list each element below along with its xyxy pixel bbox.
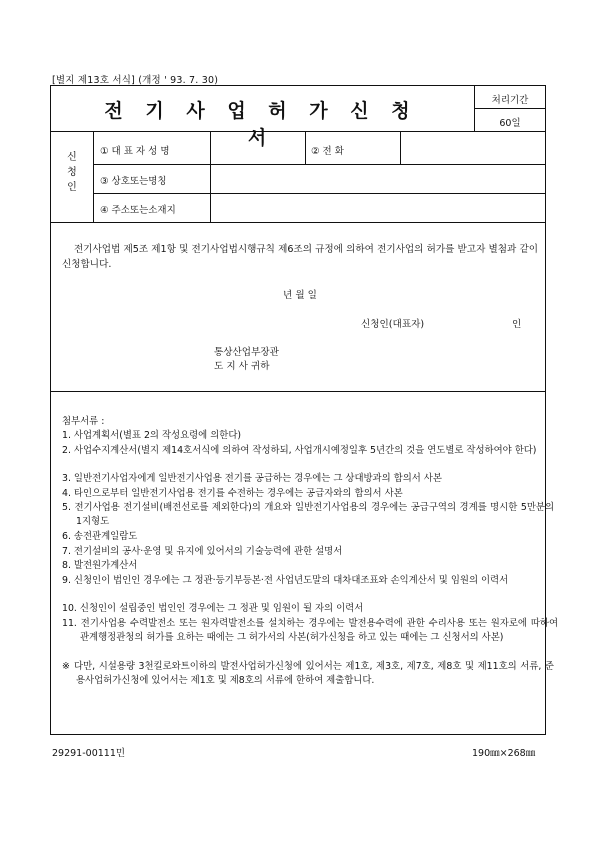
recipient-line-1: 통상산업부장관	[214, 347, 279, 358]
signer-seal: 인	[512, 319, 522, 330]
representative-name-label: ① 대 표 자 성 명	[100, 146, 170, 157]
attachment-item: 10. 신청인이 설립중인 법인인 경우에는 그 정관 및 임원이 될 자의 이력서	[62, 603, 364, 614]
attachment-item: 8. 발전원가계산서	[62, 560, 138, 571]
attachment-item: 4. 타인으로부터 일반전기사업용 전기를 수전하는 경우에는 공급자와의 합의서 사본	[62, 488, 403, 499]
form-id: [별지 제13호 서식] (개정 ' 93. 7. 30)	[52, 75, 219, 86]
attachment-note: ※ 다만, 시설용량 3천킬로와트이하의 발전사업허가신청에 있어서는 제1호, 제3호, 제7호, 제8호 및 제11호의 서류, 준용사업허가신청에 있어서는 제1호 및 제8호의 서류에 한하여 제출합니다.	[62, 661, 554, 686]
attachment-item: 1. 사업계획서(별표 2의 작성요령에 의한다)	[62, 430, 242, 441]
attachments-heading: 첨부서류 :	[62, 416, 105, 427]
processing-label: 처리기간	[491, 95, 529, 106]
form-number: 29291-00111민	[52, 748, 126, 759]
company-name-label: ③ 상호또는명칭	[100, 176, 167, 187]
phone-divider-left	[305, 131, 306, 164]
recipient-line-2: 도 지 사 귀하	[214, 361, 270, 372]
attachment-item: 2. 사업수지계산서(별지 제14호서식에 의하여 작성하되, 사업개시예정일후 5년간의 것을 연도별로 작성하여야 한다)	[62, 445, 537, 456]
applicant-row-rule-2	[93, 193, 546, 194]
phone-label: ② 전 화	[311, 146, 344, 157]
phone-divider-right	[400, 131, 401, 164]
application-statement: 전기사업법 제5조 제1항 및 전기사업법시행규칙 제6조의 규정에 의하여 전기사업의 허가를 받고자 별첨과 같이 신청합니다.	[62, 244, 538, 270]
applicant-section-label: 신 청 인	[67, 152, 77, 193]
attachment-item: 5. 전기사업용 전기설비(배전선로를 제외한다)의 개요와 일반전기사업용의 경우에는 공급구역의 경계를 명시한 5만분의 1지형도	[62, 502, 554, 527]
form-title: 전 기 사 업 허 가 신 청 서	[104, 100, 418, 149]
paper-size: 190㎜×268㎜	[472, 748, 536, 759]
date-line: 년 월 일	[283, 290, 317, 301]
applicant-divider	[93, 131, 94, 223]
attachment-item: 6. 송전관계일람도	[62, 531, 138, 542]
applicant-row-rule-1	[93, 164, 546, 165]
attachment-item: 3. 일반전기사업자에게 일반전기사업용 전기를 공급하는 경우에는 그 상대방과의 합의서 사본	[62, 473, 442, 484]
label-value-divider	[210, 131, 211, 222]
attachment-item: 11. 전기사업용 수력발전소 또는 원자력발전소를 설치하는 경우에는 발전용수력에 관한 수리사용 또는 원자로에 따하여 관계행정관청의 허가를 요하는 때에는 그 허가서의 사본(허가신청을 하고 있는 때에는 그 신청서의 사본)	[62, 618, 558, 643]
processing-inner-rule	[474, 108, 546, 109]
signer-label: 신청인(대표자)	[361, 319, 425, 330]
attachment-item: 7. 전기설비의 공사·운영 및 유지에 있어서의 기술능력에 관한 설명서	[62, 546, 343, 557]
address-label: ④ 주소또는소재지	[100, 205, 176, 216]
processing-value: 60일	[499, 118, 521, 129]
attachments-top-rule	[50, 391, 546, 392]
attachment-item: 9. 신청인이 법인인 경우에는 그 정관·등기부등본·전 사업년도말의 대차대조표와 손익계산서 및 임원의 이력서	[62, 575, 509, 586]
applicant-bottom-rule	[50, 222, 546, 223]
